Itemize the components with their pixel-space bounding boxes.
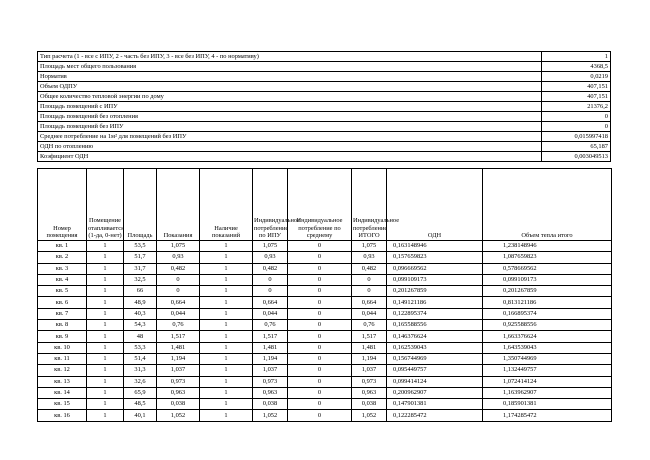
area-cell: 40,3 <box>124 308 157 319</box>
heated-flag-cell: 1 <box>87 252 124 263</box>
heated-flag-cell: 1 <box>87 376 124 387</box>
heat-total-cell: 1,350744969 <box>483 353 612 364</box>
odn-value-cell: 0,099109173 <box>387 274 483 285</box>
table-row <box>38 241 612 252</box>
apartments-table <box>37 168 612 422</box>
apartment-number-cell: кв. 10 <box>38 342 87 353</box>
readings-present-cell: 1 <box>200 308 253 319</box>
area-cell: 31,7 <box>124 263 157 274</box>
odn-value-cell: 0,200962907 <box>387 387 483 398</box>
odn-value-cell: 0,096669562 <box>387 263 483 274</box>
individual-total-cell: 1,517 <box>352 331 387 342</box>
readings-present-cell: 1 <box>200 376 253 387</box>
apartment-number-cell: кв. 6 <box>38 297 87 308</box>
heated-flag-cell: 1 <box>87 241 124 252</box>
individual-by-meter-cell: 1,037 <box>253 365 288 376</box>
parameter-label: Общее количество тепловой энергии по дому <box>38 92 542 102</box>
odn-value-cell: 0,099414124 <box>387 376 483 387</box>
readings-present-cell: 1 <box>200 263 253 274</box>
heat-total-cell: 0,813121186 <box>483 297 612 308</box>
meter-reading-cell: 0,044 <box>157 308 200 319</box>
individual-by-average-cell: 0 <box>288 342 352 353</box>
odn-value-cell: 0,122285472 <box>387 410 483 421</box>
parameter-row <box>38 72 611 82</box>
odn-value-cell: 0,122895374 <box>387 308 483 319</box>
meter-reading-cell: 0,963 <box>157 387 200 398</box>
heated-flag-cell: 1 <box>87 342 124 353</box>
table-row <box>38 376 612 387</box>
individual-total-cell: 1,481 <box>352 342 387 353</box>
header-cell: Объем тепла итого <box>483 169 612 241</box>
parameter-label: Норматив <box>38 72 542 82</box>
heated-flag-cell: 1 <box>87 308 124 319</box>
individual-by-meter-cell: 1,517 <box>253 331 288 342</box>
table-row <box>38 365 612 376</box>
header-cell: Номер помещения <box>38 169 87 241</box>
apartment-number-cell: кв. 4 <box>38 274 87 285</box>
parameter-label: Тип расчета (1 - все с ИПУ, 2 - часть без ИПУ, 3 - все без ИПУ, 4 - по нормативу) <box>38 52 542 62</box>
individual-by-average-cell: 0 <box>288 252 352 263</box>
individual-by-meter-cell: 1,052 <box>253 410 288 421</box>
individual-by-meter-cell: 0,76 <box>253 320 288 331</box>
area-cell: 40,1 <box>124 410 157 421</box>
odn-value-cell: 0,156744969 <box>387 353 483 364</box>
apartment-number-cell: кв. 5 <box>38 286 87 297</box>
individual-by-meter-cell: 0,482 <box>253 263 288 274</box>
parameter-row <box>38 82 611 92</box>
heated-flag-cell: 1 <box>87 399 124 410</box>
parameter-value: 4368,5 <box>542 62 611 72</box>
parameter-value: 0,003049513 <box>542 152 611 162</box>
apartment-number-cell: кв. 16 <box>38 410 87 421</box>
parameter-value: 1 <box>542 52 611 62</box>
meter-reading-cell: 0,93 <box>157 252 200 263</box>
heated-flag-cell: 1 <box>87 263 124 274</box>
individual-by-meter-cell: 0,038 <box>253 399 288 410</box>
table-row <box>38 308 612 319</box>
readings-present-cell: 1 <box>200 353 253 364</box>
area-cell: 32,5 <box>124 274 157 285</box>
meter-reading-cell: 1,481 <box>157 342 200 353</box>
individual-by-meter-cell: 0 <box>253 274 288 285</box>
individual-total-cell: 1,037 <box>352 365 387 376</box>
readings-present-cell: 1 <box>200 331 253 342</box>
individual-by-meter-cell: 0,664 <box>253 297 288 308</box>
heat-total-cell: 1,238148946 <box>483 241 612 252</box>
individual-by-average-cell: 0 <box>288 410 352 421</box>
individual-by-average-cell: 0 <box>288 331 352 342</box>
area-cell: 65,9 <box>124 387 157 398</box>
individual-total-cell: 1,194 <box>352 353 387 364</box>
individual-total-cell: 0,76 <box>352 320 387 331</box>
heated-flag-cell: 1 <box>87 331 124 342</box>
table-row <box>38 410 612 421</box>
area-cell: 31,3 <box>124 365 157 376</box>
meter-reading-cell: 1,037 <box>157 365 200 376</box>
area-cell: 51,7 <box>124 252 157 263</box>
parameter-label: Площадь помещений без ИПУ <box>38 122 542 132</box>
meter-reading-cell: 1,075 <box>157 241 200 252</box>
heat-total-cell: 1,132449757 <box>483 365 612 376</box>
apartment-number-cell: кв. 11 <box>38 353 87 364</box>
apartment-number-cell: кв. 1 <box>38 241 87 252</box>
readings-present-cell: 1 <box>200 241 253 252</box>
table-row <box>38 320 612 331</box>
table-row <box>38 353 612 364</box>
individual-by-average-cell: 0 <box>288 353 352 364</box>
heat-total-cell: 1,163962907 <box>483 387 612 398</box>
parameters-table <box>37 51 611 162</box>
parameter-value: 407,151 <box>542 82 611 92</box>
meter-reading-cell: 0,973 <box>157 376 200 387</box>
odn-value-cell: 0,162539043 <box>387 342 483 353</box>
odn-value-cell: 0,201267859 <box>387 286 483 297</box>
area-cell: 48,5 <box>124 399 157 410</box>
odn-value-cell: 0,149121186 <box>387 297 483 308</box>
heated-flag-cell: 1 <box>87 365 124 376</box>
apartment-number-cell: кв. 7 <box>38 308 87 319</box>
heat-total-cell: 0,099109173 <box>483 274 612 285</box>
area-cell: 66 <box>124 286 157 297</box>
heat-total-cell: 0,185901381 <box>483 399 612 410</box>
header-cell: Индивидуальное потребление ИТОГО <box>352 169 387 241</box>
readings-present-cell: 1 <box>200 410 253 421</box>
meter-reading-cell: 0,664 <box>157 297 200 308</box>
header-cell: Площадь <box>124 169 157 241</box>
individual-by-meter-cell: 1,481 <box>253 342 288 353</box>
apartment-number-cell: кв. 14 <box>38 387 87 398</box>
heat-total-cell: 1,663376624 <box>483 331 612 342</box>
heat-total-cell: 1,072414124 <box>483 376 612 387</box>
individual-by-average-cell: 0 <box>288 365 352 376</box>
heated-flag-cell: 1 <box>87 297 124 308</box>
parameter-label: ОДН по отоплению <box>38 142 542 152</box>
heated-flag-cell: 1 <box>87 387 124 398</box>
individual-by-average-cell: 0 <box>288 320 352 331</box>
readings-present-cell: 1 <box>200 387 253 398</box>
parameter-row <box>38 152 611 162</box>
parameter-value: 0,0219 <box>542 72 611 82</box>
individual-total-cell: 0,963 <box>352 387 387 398</box>
parameter-label: Объем ОДПУ <box>38 82 542 92</box>
parameter-value: 0 <box>542 112 611 122</box>
individual-by-meter-cell: 0,963 <box>253 387 288 398</box>
table-header-row <box>38 169 612 241</box>
table-row <box>38 399 612 410</box>
parameter-label: Площадь помещений без отопления <box>38 112 542 122</box>
heat-total-cell: 1,174285472 <box>483 410 612 421</box>
area-cell: 51,4 <box>124 353 157 364</box>
apartment-number-cell: кв. 2 <box>38 252 87 263</box>
odn-value-cell: 0,157659823 <box>387 252 483 263</box>
individual-by-meter-cell: 1,194 <box>253 353 288 364</box>
header-cell: Показания <box>157 169 200 241</box>
heat-total-cell: 0,201267859 <box>483 286 612 297</box>
meter-reading-cell: 0 <box>157 286 200 297</box>
meter-reading-cell: 1,194 <box>157 353 200 364</box>
heated-flag-cell: 1 <box>87 410 124 421</box>
individual-by-meter-cell: 0,973 <box>253 376 288 387</box>
apartment-number-cell: кв. 3 <box>38 263 87 274</box>
individual-by-average-cell: 0 <box>288 399 352 410</box>
individual-by-average-cell: 0 <box>288 263 352 274</box>
parameter-label: Площадь мест общего пользования <box>38 62 542 72</box>
table-row <box>38 274 612 285</box>
parameter-label: Среднее потребление на 1м² для помещений без ИПУ <box>38 132 542 142</box>
header-cell: Индивидуальное потребление по ИПУ <box>253 169 288 241</box>
header-cell: ОДН <box>387 169 483 241</box>
area-cell: 48,9 <box>124 297 157 308</box>
header-cell: Помещение отапливается (1-да, 0-нет) <box>87 169 124 241</box>
table-row <box>38 263 612 274</box>
table-row <box>38 387 612 398</box>
header-cell: Индивидуальное потребление по среднему <box>288 169 352 241</box>
readings-present-cell: 1 <box>200 274 253 285</box>
parameter-value: 0,015997418 <box>542 132 611 142</box>
heat-total-cell: 1,087659823 <box>483 252 612 263</box>
parameter-row <box>38 112 611 122</box>
meter-reading-cell: 1,517 <box>157 331 200 342</box>
individual-total-cell: 0,038 <box>352 399 387 410</box>
heat-total-cell: 1,643539043 <box>483 342 612 353</box>
individual-total-cell: 1,052 <box>352 410 387 421</box>
individual-by-average-cell: 0 <box>288 308 352 319</box>
individual-total-cell: 0,044 <box>352 308 387 319</box>
odn-value-cell: 0,095449757 <box>387 365 483 376</box>
parameter-row <box>38 52 611 62</box>
individual-by-average-cell: 0 <box>288 376 352 387</box>
odn-value-cell: 0,165588556 <box>387 320 483 331</box>
readings-present-cell: 1 <box>200 252 253 263</box>
parameter-value: 21376,2 <box>542 102 611 112</box>
individual-total-cell: 0 <box>352 274 387 285</box>
apartment-number-cell: кв. 8 <box>38 320 87 331</box>
readings-present-cell: 1 <box>200 365 253 376</box>
heated-flag-cell: 1 <box>87 353 124 364</box>
readings-present-cell: 1 <box>200 286 253 297</box>
odn-value-cell: 0,146376624 <box>387 331 483 342</box>
heated-flag-cell: 1 <box>87 320 124 331</box>
readings-present-cell: 1 <box>200 297 253 308</box>
readings-present-cell: 1 <box>200 320 253 331</box>
readings-present-cell: 1 <box>200 342 253 353</box>
parameter-label: Коэфициент ОДН <box>38 152 542 162</box>
parameter-row <box>38 62 611 72</box>
odn-value-cell: 0,163148946 <box>387 241 483 252</box>
heat-total-cell: 0,166895374 <box>483 308 612 319</box>
parameter-row <box>38 122 611 132</box>
individual-by-meter-cell: 0 <box>253 286 288 297</box>
area-cell: 53,5 <box>124 241 157 252</box>
meter-reading-cell: 0 <box>157 274 200 285</box>
apartment-number-cell: кв. 12 <box>38 365 87 376</box>
parameter-row <box>38 142 611 152</box>
heat-total-cell: 0,925588556 <box>483 320 612 331</box>
individual-by-meter-cell: 1,075 <box>253 241 288 252</box>
apartment-number-cell: кв. 9 <box>38 331 87 342</box>
parameter-label: Площадь помещений с ИПУ <box>38 102 542 112</box>
table-row <box>38 252 612 263</box>
area-cell: 48 <box>124 331 157 342</box>
meter-reading-cell: 1,052 <box>157 410 200 421</box>
parameter-value: 65,187 <box>542 142 611 152</box>
individual-total-cell: 0,482 <box>352 263 387 274</box>
readings-present-cell: 1 <box>200 399 253 410</box>
header-cell: Наличие показаний <box>200 169 253 241</box>
individual-by-average-cell: 0 <box>288 241 352 252</box>
individual-by-average-cell: 0 <box>288 274 352 285</box>
table-row <box>38 342 612 353</box>
meter-reading-cell: 0,482 <box>157 263 200 274</box>
meter-reading-cell: 0,76 <box>157 320 200 331</box>
table-row <box>38 286 612 297</box>
apartment-number-cell: кв. 15 <box>38 399 87 410</box>
individual-by-average-cell: 0 <box>288 286 352 297</box>
area-cell: 32,6 <box>124 376 157 387</box>
parameter-value: 0 <box>542 122 611 132</box>
heated-flag-cell: 1 <box>87 286 124 297</box>
heated-flag-cell: 1 <box>87 274 124 285</box>
individual-total-cell: 0 <box>352 286 387 297</box>
heat-total-cell: 0,578669562 <box>483 263 612 274</box>
table-row <box>38 297 612 308</box>
individual-total-cell: 0,93 <box>352 252 387 263</box>
individual-by-meter-cell: 0,044 <box>253 308 288 319</box>
table-row <box>38 331 612 342</box>
area-cell: 54,3 <box>124 320 157 331</box>
parameter-row <box>38 132 611 142</box>
parameter-row <box>38 92 611 102</box>
individual-by-meter-cell: 0,93 <box>253 252 288 263</box>
parameter-row <box>38 102 611 112</box>
odn-value-cell: 0,147901381 <box>387 399 483 410</box>
apartment-number-cell: кв. 13 <box>38 376 87 387</box>
individual-by-average-cell: 0 <box>288 297 352 308</box>
individual-by-average-cell: 0 <box>288 387 352 398</box>
individual-total-cell: 0,973 <box>352 376 387 387</box>
area-cell: 53,3 <box>124 342 157 353</box>
individual-total-cell: 1,075 <box>352 241 387 252</box>
parameter-value: 407,151 <box>542 92 611 102</box>
meter-reading-cell: 0,038 <box>157 399 200 410</box>
individual-total-cell: 0,664 <box>352 297 387 308</box>
